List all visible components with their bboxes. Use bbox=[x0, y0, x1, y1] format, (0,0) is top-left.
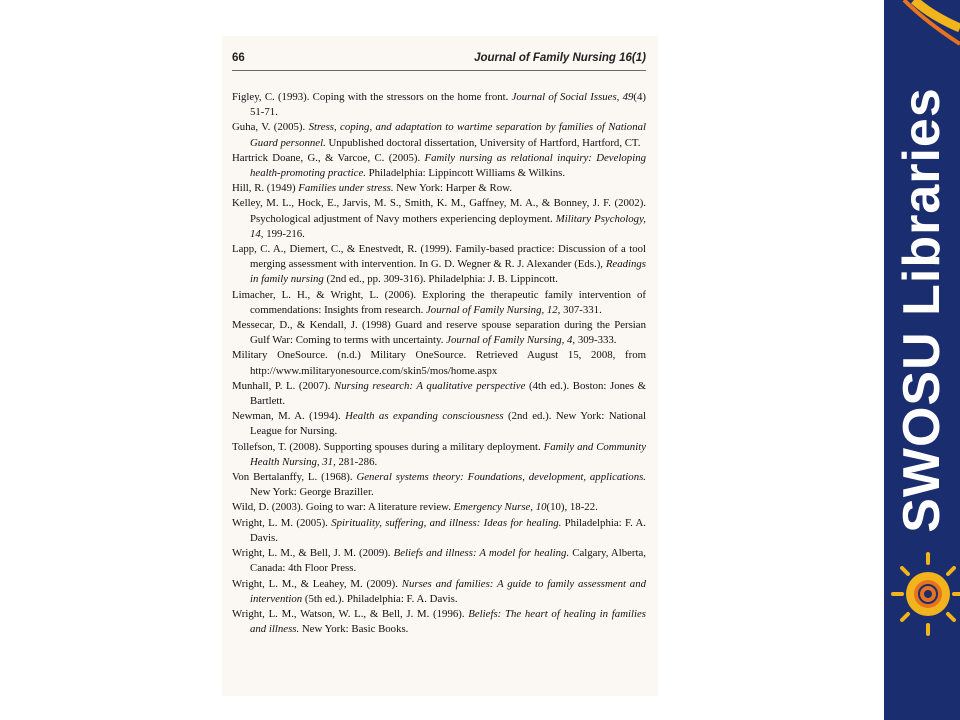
reference-entry bbox=[232, 470, 646, 500]
running-head bbox=[232, 50, 646, 71]
reference-italic-text: Journal of Family Nursing, 4, bbox=[446, 334, 576, 347]
reference-text: 307-331. bbox=[560, 303, 602, 316]
reference-entry bbox=[232, 607, 646, 637]
reference-italic-text: Beliefs and illness: A model for healing. bbox=[393, 547, 570, 560]
reference-text: Unpublished doctoral dissertation, University of Hartford, Hartford, CT. bbox=[325, 136, 641, 149]
journal-title: Journal of Family Nursing 16(1) bbox=[474, 52, 646, 64]
sun-icon bbox=[893, 554, 960, 634]
reference-italic-text: Nursing research: A qualitative perspective bbox=[334, 379, 526, 392]
reference-text: Kelley, M. L., Hock, E., Jarvis, M. S., Smith, K. M., Gaffney, M. A., & Bonney, J. F. (2002). Psychological adjustment of Navy mothers experiencing deployment. bbox=[232, 197, 646, 225]
reference-entry bbox=[232, 500, 646, 515]
reference-italic-text: Journal of Social Issues, 49 bbox=[511, 91, 634, 103]
reference-entry bbox=[232, 242, 646, 288]
reference-text: Tollefson, T. (2008). Supporting spouses during a military deployment. bbox=[232, 440, 544, 453]
reference-text: Calgary, Alberta, Canada: 4th Floor Press. bbox=[250, 547, 646, 575]
reference-italic-text: Journal of Family Nursing, 12, bbox=[426, 303, 561, 316]
reference-italic-text: Health as expanding consciousness bbox=[345, 410, 504, 423]
reference-text: Hartrick Doane, G., & Varcoe, C. (2005). bbox=[232, 151, 425, 164]
reference-text: Lapp, C. A., Diemert, C., & Enestvedt, R. (1999). Family-based practice: Discussion of a tool merging assessment with intervention. In G. D. Wegner & R. J. Alexander (Eds.), bbox=[232, 243, 646, 271]
reference-text: Guha, V. (2005). bbox=[232, 121, 309, 134]
reference-text: 199-216. bbox=[263, 227, 305, 240]
reference-text: 309-333. bbox=[575, 334, 617, 347]
reference-text: (5th ed.). Philadelphia: F. A. Davis. bbox=[302, 592, 458, 605]
reference-text: 281-286. bbox=[335, 455, 378, 468]
reference-text: (10), 18-22. bbox=[546, 501, 598, 514]
reference-italic-text: Beliefs: The heart of healing in families and illness. bbox=[250, 607, 646, 636]
reference-text: New York: George Braziller. bbox=[250, 486, 374, 499]
reference-entry bbox=[232, 181, 646, 196]
reference-text: New York: Basic Books. bbox=[299, 623, 409, 636]
logo-text: SWOSU Libraries bbox=[893, 87, 951, 533]
reference-italic-text: Emergency Nurse, 10 bbox=[453, 501, 547, 514]
reference-text: Wild, D. (2003). Going to war: A literature review. bbox=[232, 501, 454, 514]
reference-entry bbox=[232, 151, 646, 181]
reference-entry bbox=[232, 516, 646, 546]
reference-entry bbox=[232, 318, 646, 348]
reference-italic-text: Stress, coping, and adaptation to wartime separation by families of National Guard personnel. bbox=[250, 121, 647, 149]
reference-text: New York: Harper & Row. bbox=[393, 182, 512, 195]
reference-text: Wright, L. M., & Bell, J. M. (2009). bbox=[232, 547, 394, 560]
reference-italic-text: Readings in family nursing bbox=[250, 258, 646, 286]
reference-entry bbox=[232, 409, 646, 439]
reference-text: Limacher, L. H., & Wright, L. (2006). Exploring the therapeutic family intervention of commendations: Insights from research. bbox=[232, 288, 646, 316]
reference-italic-text: Family nursing as relational inquiry: Developing health-promoting practice. bbox=[250, 151, 646, 180]
reference-italic-text: General systems theory: Foundations, development, applications. bbox=[356, 471, 646, 484]
page-number: 66 bbox=[232, 52, 245, 64]
reference-text: Wright, L. M. (2005). bbox=[232, 516, 332, 529]
reference-italic-text: Family and Community Health Nursing, 31, bbox=[250, 440, 646, 468]
reference-text: Military OneSource. (n.d.) Military OneSource. Retrieved August 15, 2008, from http://www.militaryonesource.com/skin5/mos/home.aspx bbox=[232, 349, 646, 377]
reference-list bbox=[232, 90, 646, 637]
reference-italic-text: Spirituality, suffering, and illness: Ideas for healing. bbox=[331, 516, 562, 529]
reference-entry bbox=[232, 440, 646, 470]
reference-text: Philadelphia: F. A. Davis. bbox=[250, 516, 647, 544]
reference-text: Wright, L. M., Watson, W. L., & Bell, J. M. (1996). bbox=[232, 607, 469, 620]
reference-text: Figley, C. (1993). Coping with the stressors on the home front. bbox=[232, 91, 512, 103]
reference-text: Messecar, D., & Kendall, J. (1998) Guard and reserve spouse separation during the Persian Gulf War: Coming to terms with uncertainty. bbox=[232, 319, 646, 347]
reference-entry bbox=[232, 288, 646, 318]
reference-entry bbox=[232, 348, 646, 378]
reference-text: (2nd ed., pp. 309-316). Philadelphia: J. B. Lippincott. bbox=[323, 273, 558, 286]
journal-page bbox=[222, 36, 658, 696]
reference-text: Von Bertalanffy, L. (1968). bbox=[232, 471, 357, 484]
reference-text: Newman, M. A. (1994). bbox=[232, 410, 346, 423]
reference-entry bbox=[232, 196, 646, 242]
reference-entry bbox=[232, 120, 646, 150]
reference-text: (4th ed.). Boston: Jones & Bartlett. bbox=[250, 379, 646, 408]
reference-entry bbox=[232, 546, 646, 576]
reference-text: Philadelphia: Lippincott Williams & Wilkins. bbox=[365, 167, 566, 180]
reference-entry bbox=[232, 577, 646, 607]
reference-italic-text: Families under stress. bbox=[298, 182, 394, 195]
reference-italic-text: Military Psychology, 14, bbox=[250, 212, 646, 240]
reference-italic-text: Nurses and families: A guide to family assessment and intervention bbox=[250, 577, 646, 605]
reference-text: Wright, L. M., & Leahey, M. (2009). bbox=[232, 577, 402, 590]
reference-entry bbox=[232, 90, 646, 120]
reference-text: Hill, R. (1949) bbox=[232, 182, 299, 195]
reference-entry bbox=[232, 379, 646, 409]
reference-text: (4) 51-71. bbox=[250, 91, 646, 119]
reference-text: Munhall, P. L. (2007). bbox=[232, 379, 335, 392]
reference-text: (2nd ed.). New York: National League for Nursing. bbox=[250, 410, 646, 438]
swosu-libraries-banner bbox=[884, 0, 960, 720]
